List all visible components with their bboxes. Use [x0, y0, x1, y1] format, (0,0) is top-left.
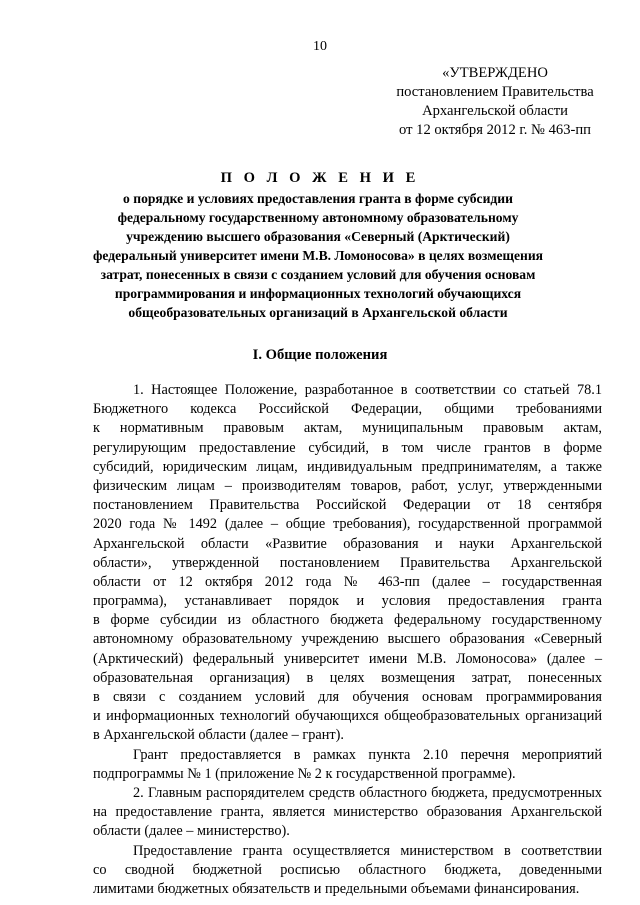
subtitle-line: о порядке и условиях предоставления гранта в форме субсидии [123, 191, 513, 206]
paragraph-line: области (далее – министерство). [93, 823, 290, 840]
body-text [93, 381, 602, 899]
page-number: 10 [313, 39, 327, 54]
paragraph-line: Грант предоставляется в рамках пункта 2.10 перечня мероприятий [133, 746, 602, 763]
paragraph-line: в форме субсидии из областного бюджета федеральному государственному [93, 612, 602, 629]
paragraph-line: Предоставление гранта осуществляется министерством в соответствии [133, 842, 602, 859]
paragraph-line: лимитами бюджетных обязательств и предельными объемами финансирования. [93, 880, 580, 897]
subtitle-line: программирования и информационных технологий обучающихся [114, 286, 522, 301]
paragraph-line: постановлением Правительства Российской Федерации от 18 сентября [93, 497, 602, 514]
paragraph [93, 746, 602, 784]
section-heading: I. Общие положения [252, 347, 388, 363]
paragraph [93, 842, 602, 900]
document-title: П О Л О Ж Е Н И Е [220, 170, 420, 186]
document-subtitle [90, 189, 546, 322]
paragraph-line: в Архангельской области (далее – грант). [93, 727, 344, 744]
paragraph-line: 2. Главным распорядителем средств областного бюджета, предусмотренных [133, 784, 602, 801]
paragraph-line: Архангельской области «Развитие образования и науки Архангельской [93, 535, 602, 552]
paragraph-line: области», утвержденной постановлением Правительства Архангельской [93, 554, 602, 571]
paragraph [93, 784, 602, 842]
subtitle-line: федеральному государственному автономному образовательному [117, 210, 519, 225]
approval-block [388, 64, 602, 140]
paragraph [93, 381, 602, 746]
paragraph-line: в связи с созданием условий для обучения основам программирования [93, 689, 602, 705]
paragraph-line: программа), устанавливает порядок и условия предоставления гранта [93, 593, 602, 610]
paragraph-line: 1. Настоящее Положение, разработанное в соответствии со статьей 78.1 [133, 382, 602, 398]
paragraph-line: и информационных технологий обучающихся общеобразовательных организаций [93, 708, 602, 725]
subtitle-line: федеральный университет имени М.В. Ломоносова» в целях возмещения [92, 248, 544, 263]
paragraph-line: области от 12 октября 2012 года № 463-пп (далее – государственная [93, 573, 602, 590]
approval-line: от 12 октября 2012 г. № 463-пп [399, 122, 591, 138]
paragraph-line: регулирующим предоставление субсидий, в том числе грантов в форме [93, 439, 602, 456]
approval-line: Архангельской области [422, 103, 568, 119]
subtitle-line: учреждению высшего образования «Северный (Арктический) [126, 229, 510, 244]
paragraph-line: к нормативным правовым актам, муниципальным правовым актам, [93, 420, 602, 437]
paragraph-line: автономному образовательному учреждению высшего образования «Северный [93, 631, 602, 648]
approval-line: постановлением Правительства [396, 84, 594, 100]
paragraph-line: 2020 года № 1492 (далее – общие требования), государственной программой [93, 516, 602, 533]
paragraph-line: (Арктический) федеральный университет имени М.В. Ломоносова» (далее – [93, 650, 602, 667]
paragraph-line: подпрограммы № 1 (приложение № 2 к государственной программе). [93, 765, 516, 782]
paragraph-line: физическим лицам – производителям товаров, работ, услуг, утвержденными [93, 477, 602, 494]
paragraph-line: со сводной бюджетной росписью областного бюджета, доведенными [93, 861, 602, 878]
paragraph-line: на предоставление гранта, является министерство образования Архангельской [93, 804, 602, 821]
paragraph-line: субсидий, юридическим лицам, индивидуальным предпринимателям, а также [93, 458, 602, 475]
paragraph-line: образовательная организация) в целях возмещения затрат, понесенных [93, 669, 602, 686]
approval-line: «УТВЕРЖДЕНО [442, 65, 548, 81]
subtitle-line: общеобразовательных организаций в Архангельской области [128, 305, 508, 320]
subtitle-line: затрат, понесенных в связи с созданием условий для обучения основам [100, 267, 536, 282]
paragraph-line: Бюджетного кодекса Российской Федерации, общими требованиями [93, 401, 602, 418]
